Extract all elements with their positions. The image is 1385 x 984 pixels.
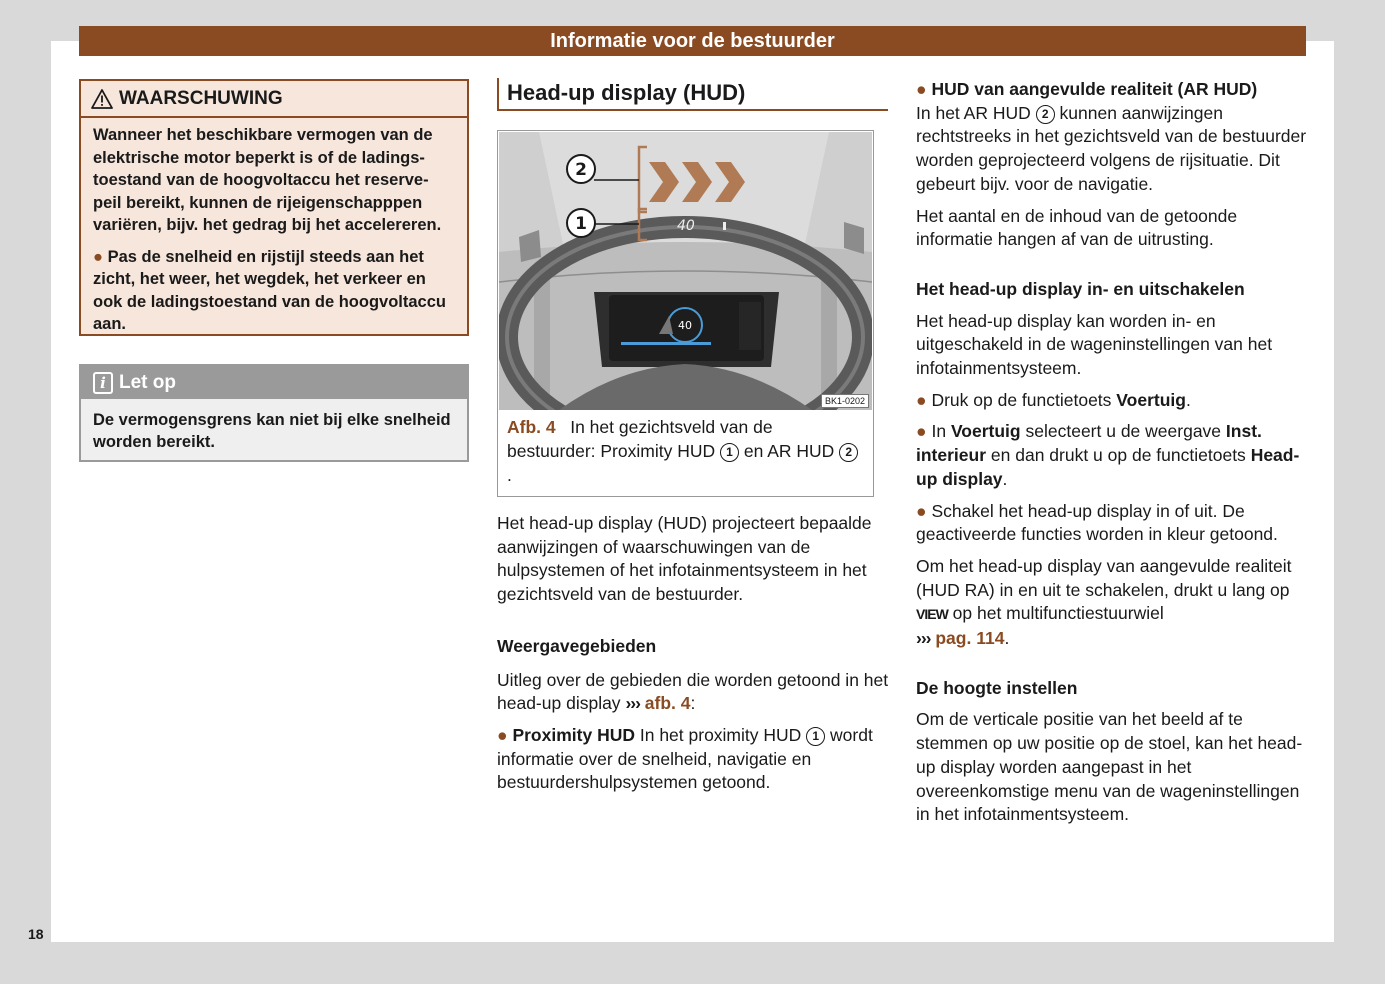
step-1-text: Druk op de functietoets — [931, 389, 1112, 410]
chevron-right-icon: ››› — [916, 628, 931, 649]
areas-paragraph: Uitleg over de gebieden die worden getoond in het head-up display ››› afb. 4: — [497, 669, 889, 714]
proximity-label: Proximity HUD — [512, 724, 635, 745]
header-title: Informatie voor de bestuurder — [79, 26, 1306, 56]
section-title: Head-up display (HUD) — [497, 78, 888, 111]
note-header — [81, 366, 467, 399]
onoff-text: Het head-up display kan worden in- en uitgeschakeld in de wageninstellingen van het infotainmentsysteem. — [916, 310, 1273, 379]
onoff-heading: Het head-up display in- en uitschakelen — [916, 278, 1245, 299]
ar-toggle-text-b: op het multifunctiestuurwiel — [952, 603, 1164, 624]
areas-heading: Weergavegebieden — [497, 635, 657, 656]
marker-1: 1 — [806, 727, 825, 746]
note-title: Let op — [119, 371, 176, 393]
view-key-icon: VIEW — [916, 606, 948, 623]
callout-1: 1 — [575, 214, 587, 234]
ar-label-line — [916, 78, 1308, 102]
amount-text: Het aantal en de inhoud van de getoonde informatie hangen af van de uitrusting. — [916, 205, 1238, 250]
proximity-text-a: In het proximity HUD — [639, 724, 802, 745]
note-box — [79, 364, 469, 462]
column-3 — [916, 78, 1308, 827]
hud-illustration — [499, 132, 872, 410]
bullet-icon: ● — [916, 421, 927, 442]
page-ref-link[interactable]: pag. 114 — [935, 628, 1005, 649]
intro-text: Het head-up display (HUD) projecteert bepaalde aanwijzingen of waarschuwingen van de hulpsystemen of het infotainmentsysteem in het gezichtsveld van de bestuurder. — [497, 513, 872, 605]
warning-bullet-text: Pas de snelheid en rijstijl steeds aan het zicht, het weer, het wegdek, het verkeer en ook de ladingstoestand van de hoogvoltaccu aan. — [93, 247, 446, 333]
step-2-key-a: Voertuig — [950, 421, 1021, 442]
bullet-icon: ● — [93, 247, 103, 266]
ar-text-a: In het AR HUD — [916, 102, 1031, 123]
hud-speed: 40 — [677, 218, 695, 234]
ar-label: HUD van aangevulde realiteit (AR HUD) — [931, 79, 1258, 99]
ar-paragraph — [916, 102, 1308, 197]
ar-text-b: kunnen aanwijzingen rechtstreeks in het gezichtsveld van de bestuurder worden geprojecteerd volgens de rijsituatie. Dit gebeurt bijv. voor de navigatie. — [916, 102, 1307, 194]
height-heading: De hoogte instellen — [916, 677, 1078, 698]
areas-text: Uitleg over de gebieden die worden getoond in het head-up display — [497, 669, 889, 714]
chevron-right-icon: ››› — [625, 693, 640, 714]
warning-header — [81, 81, 467, 118]
caption-end: . — [507, 465, 512, 485]
bullet-icon: ● — [916, 389, 927, 410]
bullet-icon: ● — [916, 79, 927, 99]
marker-2: 2 — [1036, 105, 1055, 124]
bullet-icon: ● — [497, 724, 508, 745]
page-number: 18 — [28, 926, 44, 942]
step-2-text-e: en dan drukt u op de functietoets — [990, 445, 1246, 466]
warning-bullet — [93, 246, 455, 336]
step-3 — [916, 500, 1308, 547]
step-2-text-c: selecteert u de weergave — [1025, 421, 1222, 442]
height-text: Om de verticale positie van het beeld af te stemmen op uw positie op de stoel, kan het head-up display worden aangepast in het overeenkomstige menu van de wageninstellingen in het infotainmentsysteem. — [916, 709, 1303, 825]
caption-text-b: en AR HUD — [743, 441, 835, 461]
figure-caption — [507, 415, 862, 487]
figure-ref: Afb. 4 — [507, 417, 556, 437]
warning-box — [79, 79, 469, 336]
marker-1: 1 — [720, 443, 739, 462]
step-1-key: Voertuig — [1116, 389, 1186, 410]
warning-text: Wanneer het beschikbare vermogen van de elektrische motor beperkt is of de ladings-toestand van de hoogvoltaccu het reserve-peil bereikt, kunnen de rijeigenschapppen variëren, bijv. het gedrag bij het accelereren. — [93, 126, 442, 234]
bullet-icon: ● — [916, 500, 927, 521]
note-text: De vermogensgrens kan niet bij elke snelheid worden bereikt. — [93, 411, 451, 451]
proximity-item — [497, 724, 892, 795]
ar-toggle: Om het head-up display van aangevulde realiteit (HUD RA) in en uit te schakelen, drukt u lang op VIEW op het multifunctiestuurwiel ››› pag. 114. — [916, 555, 1292, 649]
step-3-text: Schakel het head-up display in of uit. De geactiveerde functies worden in kleur getoond. — [916, 500, 1278, 545]
figure-code: BK1-0202 — [821, 394, 869, 408]
column-2 — [497, 512, 892, 795]
info-icon: i — [93, 372, 113, 394]
step-1: ● Druk op de functietoets Voertuig. — [916, 389, 1191, 410]
cluster-speed: 40 — [678, 319, 692, 332]
warning-title: WAARSCHUWING — [119, 87, 283, 109]
ar-toggle-text-a: Om het head-up display van aangevulde realiteit (HUD RA) in en uit te schakelen, drukt u lang op — [916, 555, 1292, 600]
warning-triangle-icon — [91, 89, 113, 109]
areas-ref-link[interactable]: afb. 4 — [644, 693, 691, 714]
figure — [497, 130, 874, 497]
step-2-key-f: Head-up display — [916, 445, 1300, 489]
step-2-text-a: In — [931, 421, 947, 442]
step-2: ● In Voertuig selecteert u de weergave Inst. interieur en dan drukt u op de functietoets Head-up display. — [916, 421, 1300, 489]
caption-text-a: In het gezichtsveld van de bestuurder: Proximity HUD — [507, 417, 773, 461]
marker-2: 2 — [839, 443, 858, 462]
callout-2: 2 — [575, 160, 587, 180]
proximity-text-b: wordt informatie over de snelheid, navigatie en bestuurdershulpsystemen getoond. — [497, 724, 873, 793]
step-2-key-d: Inst. interieur — [916, 421, 1262, 466]
